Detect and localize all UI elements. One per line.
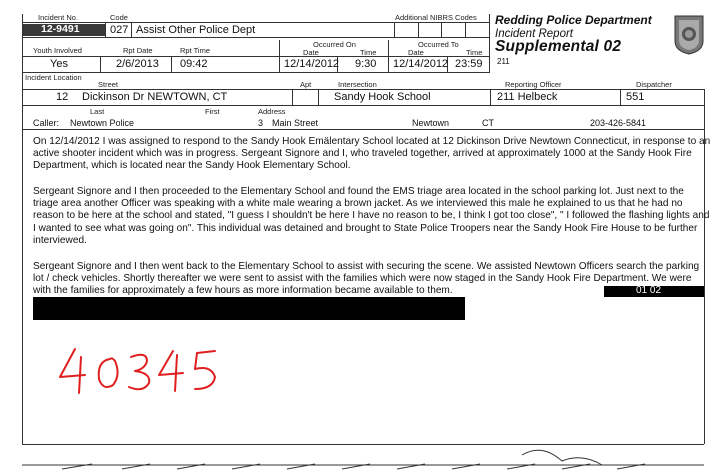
occ-to-time-value: 23:59: [455, 58, 483, 70]
incident-location-label: Incident Location: [25, 73, 82, 82]
caller-last-label: Last: [90, 107, 105, 116]
youth-involved-value: Yes: [50, 58, 68, 70]
occ-to-time-label: Time: [466, 48, 483, 57]
redaction-bar-2: [33, 297, 465, 320]
incident-no-label: Incident No.: [38, 13, 79, 22]
report-type: Incident Report: [495, 28, 573, 40]
occ-to-date-label: Date: [408, 48, 424, 57]
occ-on-date-label: Date: [303, 48, 319, 57]
caller-state: CT: [482, 118, 494, 128]
occ-on-date-value: 12/14/2012: [284, 58, 340, 70]
nibrs-label: Additional NIBRS Codes: [395, 13, 477, 22]
code-value: 027: [110, 24, 129, 36]
reporting-officer-value: 211 Helbeck: [497, 91, 558, 103]
police-seal-icon: [672, 13, 706, 55]
reporting-officer-label: Reporting Officer: [505, 80, 562, 89]
caller-city: Newtown: [412, 118, 450, 128]
rpt-time-label: Rpt Time: [180, 46, 211, 55]
location-street: Dickinson Dr NEWTOWN, CT: [82, 91, 228, 103]
narrative-paragraph-2: Sergeant Signore and I then proceeded to the Elementary School and found the EMS triage area located in the school parking lot. Just next to the triage area another Officer was speaking with a white male wearing a brown jacket. As we interviewed this male he explained to us that he had no reason to be here at the school and stated, "I guess I shouldn't be here I have no reason to be, I think I got too close", " I followed the flashing lights and I wanted to see what was going on". This individual was detained and brought to State Police Troopers near the Sandy Hook Fire House to be further interviewed.: [33, 186, 710, 246]
rpt-date-label: Rpt Date: [123, 46, 153, 55]
rpt-time-value: 09:42: [180, 58, 208, 70]
redaction-code: 01 02: [636, 285, 662, 296]
occurred-on-label: Occurred On: [313, 40, 356, 49]
caller-phone: 203-426-5841: [590, 118, 647, 128]
apt-label: Apt: [300, 80, 312, 89]
caller-address-label: Address: [258, 107, 286, 116]
location-number: 12: [56, 91, 69, 103]
narrative-paragraph-3: Sergeant Signore and I then went back to the Elementary School to assist with securing the scene. We assisted Newtown Officers search the parking lot / check vehicles. Shortly thereafter we were sent to assist with the families which were now staged in the Sandy Hook Fire Department. We were with the families for approximately a few hours as more information became available to them.: [33, 261, 700, 297]
intersection-label: Intersection: [338, 80, 377, 89]
dispatcher-label: Dispatcher: [636, 80, 672, 89]
occ-on-time-value: 9:30: [355, 58, 377, 70]
caller-first-label: First: [205, 107, 220, 116]
department-name: Redding Police Department: [495, 13, 652, 27]
youth-involved-label: Youth Involved: [33, 46, 82, 55]
code-description: Assist Other Police Dept: [136, 24, 256, 36]
caller-address-number: 3: [258, 118, 264, 128]
caller-label: Caller:: [33, 118, 60, 128]
supplemental-title: Supplemental 02: [495, 38, 622, 55]
narrative-paragraph-1: On 12/14/2012 I was assigned to respond to the Sandy Hook Emälentary School located at 12 Dickinson Drive Newtown Connecticut, in response to an active shooter incident which was in progress. Sergeant Signore and I, who traveled together, arrived at approximately 1000 at the Sandy Hook Fire Department, which is located near the Sandy Hook Elementary School.: [33, 136, 711, 172]
location-intersection: Sandy Hook School: [334, 91, 431, 103]
caller-name: Newtown Police: [70, 118, 135, 128]
rpt-date-value: 2/6/2013: [116, 58, 159, 70]
occ-on-time-label: Time: [360, 48, 377, 57]
street-label: Street: [98, 80, 119, 89]
bottom-scribble-lines: [22, 445, 704, 470]
incident-no: 12-9491: [41, 23, 80, 35]
dispatcher-value: 551: [626, 91, 645, 103]
occurred-to-label: Occurred To: [418, 40, 459, 49]
page-code: 211: [497, 57, 510, 66]
occ-to-date-value: 12/14/2012: [393, 58, 449, 70]
handwritten-number: [55, 345, 225, 397]
caller-address: Main Street: [272, 118, 319, 128]
code-label: Code: [110, 13, 128, 22]
